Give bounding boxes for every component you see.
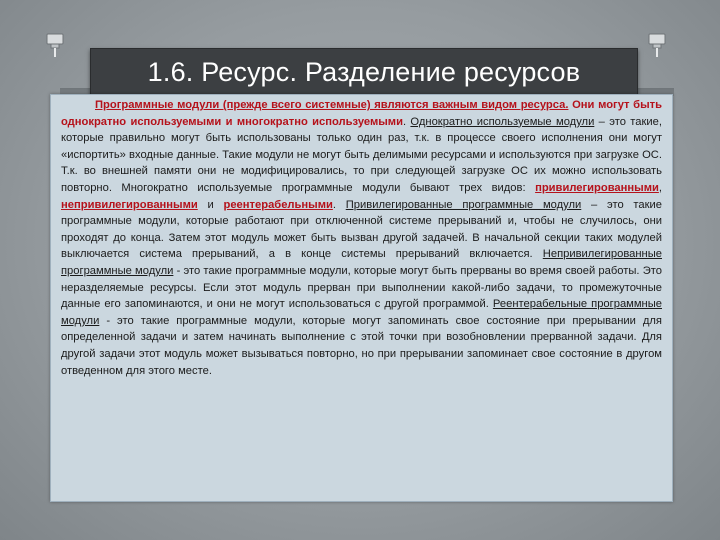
text-run: , bbox=[658, 181, 662, 194]
term-privileged-modules: Привилегированные программные модули bbox=[345, 198, 582, 211]
text-run: - это такие программные модули, которые могут быть прерваны во время своей работы. Это неразделяемые ресурсы. Если этот модуль прерван при выполнении какой-либо задачи, то промежуточные данные его запоминаются, и они не могут использоваться с другой программой. bbox=[61, 264, 663, 311]
term-reentrant: реентерабельными bbox=[223, 198, 333, 211]
text-run: . bbox=[332, 198, 346, 211]
title-bar bbox=[90, 48, 638, 96]
body-paragraph bbox=[61, 97, 662, 379]
term-non-privileged-modules: Непривилегированные программные модули bbox=[61, 248, 662, 277]
intro-highlight-tail: Они могут быть однократно используемыми и многократно используемыми bbox=[61, 99, 662, 128]
term-non-privileged: непривилегированными bbox=[61, 198, 198, 211]
term-reentrant-modules: Реентерабельные программные модули bbox=[61, 298, 662, 327]
term-single-use-modules: Однократно используемые модули bbox=[410, 115, 595, 128]
text-run: и bbox=[197, 198, 224, 211]
text-run: - это такие программные модули, которые могут запоминать свое состояние при прерывании для определенной задачи и затем начинать выполнение с этой точки при возобновлении прерванной задачи. Для другой задачи этот модуль может вызываться повторно, но при прерывании запоминает свое состояние в другом отведенном для этого месте. bbox=[61, 314, 662, 377]
text-run: – это такие программные модули, которые работают при отключенной системе прерываний и, чтобы не случилось, они проходят до конца. Затем этот модуль может быть вызван другой задачей. В начальной секции таких модулей выключается система прерываний, а в конце системы прерываний включается. bbox=[61, 198, 662, 261]
pushpin-icon bbox=[44, 32, 66, 58]
pushpin-icon bbox=[646, 32, 668, 58]
term-privileged: привилегированными bbox=[535, 181, 659, 194]
intro-highlight: Программные модули (прежде всего системные) являются важным видом ресурса. bbox=[95, 99, 569, 111]
slide-title: 1.6. Ресурс. Разделение ресурсов bbox=[147, 57, 581, 87]
text-run: – это такие, которые правильно могут быть использованы только один раз, т.к. в процессе своего исполнения они могут «испортить» входные данные. Такие модули не могут быть делимыми ресурсами и используются при загрузке ОС. Т.к. во внешней памяти они не модифицировались, то при следующей загрузке ОС их можно использовать повторно. Многократно используемые программные модули бывают трех видов: bbox=[61, 115, 662, 194]
content-panel bbox=[50, 94, 673, 502]
text-run: . bbox=[402, 115, 407, 128]
